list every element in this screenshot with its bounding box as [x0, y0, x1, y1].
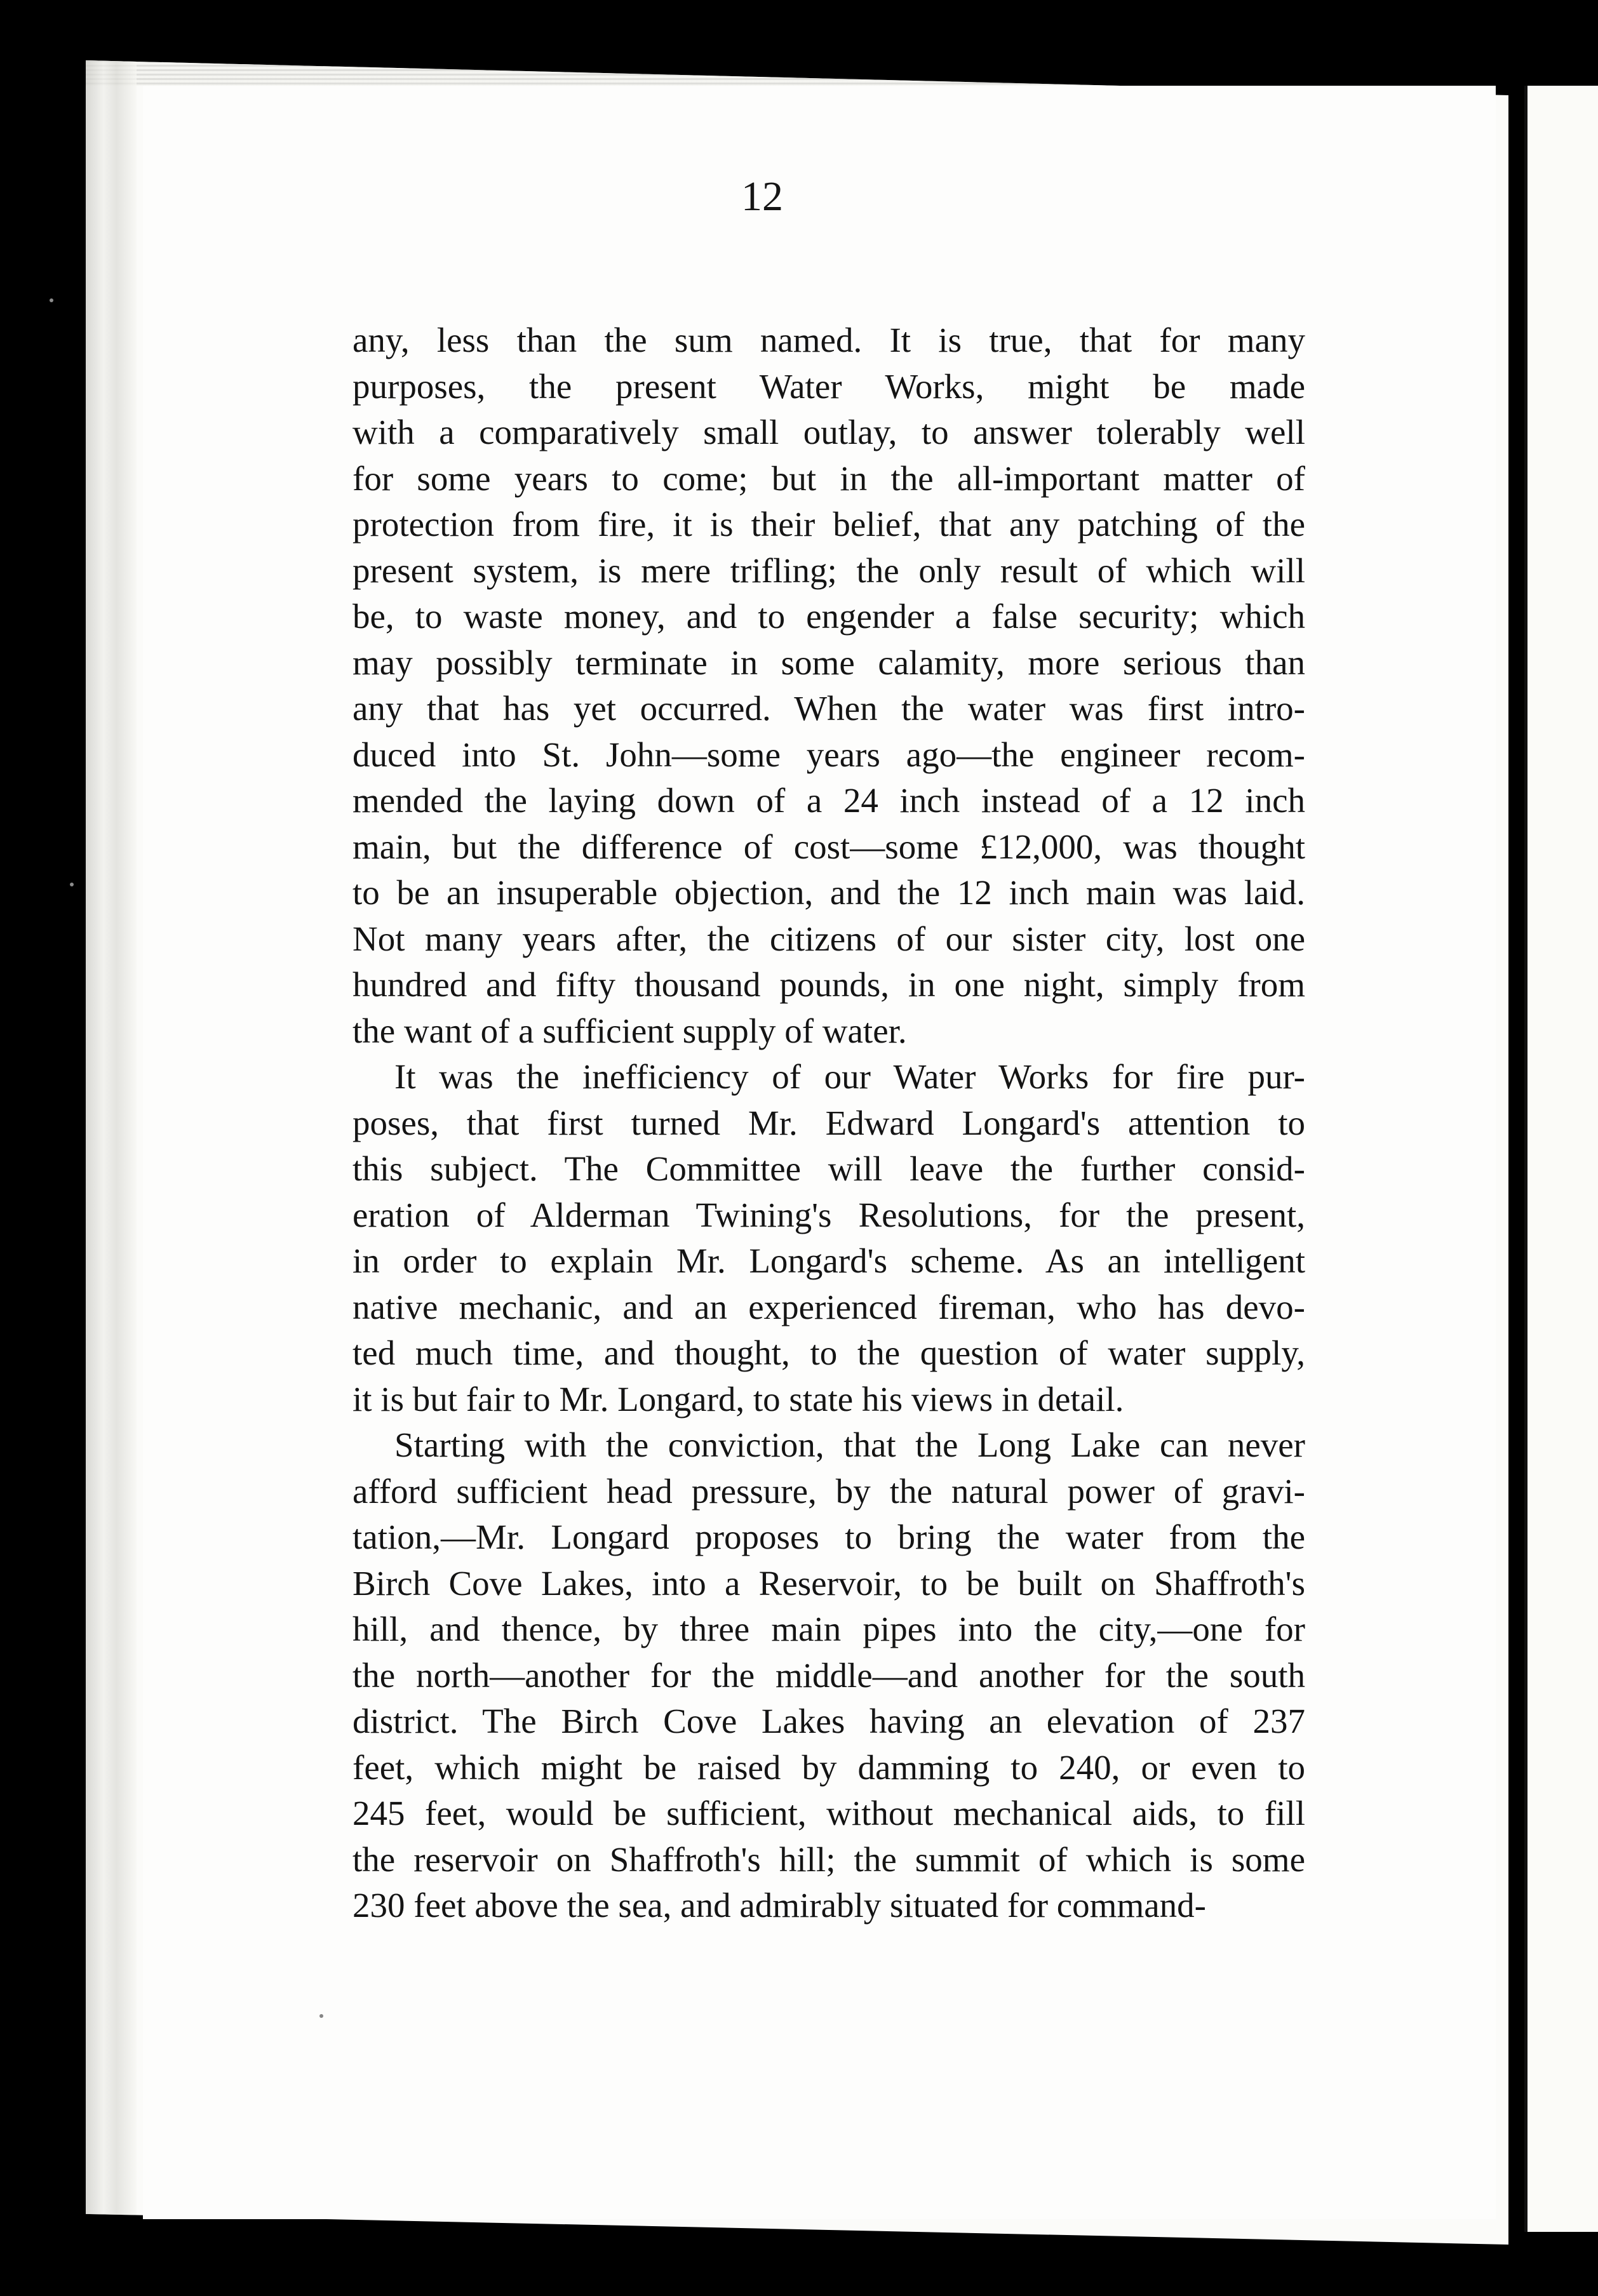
- text-line: Starting with the conviction, that the Long Lake can never: [394, 1425, 1305, 1464]
- text-line: protection from fire, it is their belief, that any patching of the: [352, 505, 1305, 544]
- text-line: native mechanic, and an experienced fireman, who has devo-: [352, 1287, 1305, 1326]
- text-line: present system, is mere trifling; the only result of which will: [352, 551, 1305, 590]
- dust-speck: [70, 883, 74, 886]
- text-line: afford sufficient head pressure, by the natural power of gravi-: [352, 1471, 1305, 1511]
- text-line: eration of Alderman Twining's Resolutions, for the present,: [352, 1195, 1305, 1234]
- dust-speck: [50, 298, 53, 302]
- text-line: with a comparatively small outlay, to answer tolerably well: [352, 413, 1305, 451]
- text-line: ted much time, and thought, to the question of water supply,: [352, 1333, 1305, 1372]
- text-line: main, but the difference of cost—some £12,000, was thought: [352, 827, 1305, 866]
- page-number: 12: [741, 173, 783, 220]
- body-text: [352, 317, 1305, 1929]
- text-line: tation,—Mr. Longard proposes to bring the water from the: [352, 1518, 1305, 1556]
- text-line: to be an insuperable objection, and the 12 inch main was laid.: [352, 873, 1305, 912]
- text-line: Not many years after, the citizens of our sister city, lost one: [352, 919, 1305, 958]
- text-line: the want of a sufficient supply of water.: [352, 1011, 907, 1050]
- text-line: it is but fair to Mr. Longard, to state his views in detail.: [352, 1379, 1124, 1418]
- text-line: feet, which might be raised by damming to 240, or even to: [352, 1747, 1305, 1787]
- text-line: 245 feet, would be sufficient, without mechanical aids, to fill: [352, 1794, 1305, 1832]
- text-line: purposes, the present Water Works, might be made: [352, 366, 1305, 406]
- text-line: district. The Birch Cove Lakes having an elevation of 237: [352, 1702, 1305, 1740]
- text-line: the north—another for the middle—and another for the south: [352, 1655, 1305, 1695]
- text-line: may possibly terminate in some calamity, more serious than: [352, 643, 1305, 682]
- text-line: this subject. The Committee will leave the further consid-: [352, 1149, 1305, 1188]
- text-line: hill, and thence, by three main pipes into the city,—one for: [352, 1610, 1305, 1648]
- text-line: mended the laying down of a 24 inch instead of a 12 inch: [352, 781, 1305, 820]
- text-line: duced into St. John—some years ago—the engineer recom-: [352, 735, 1305, 774]
- text-line: for some years to come; but in the all-important matter of: [352, 458, 1305, 498]
- text-line: be, to waste money, and to engender a false security; which: [352, 597, 1305, 636]
- dust-speck: [319, 2014, 323, 2018]
- text-line: hundred and fifty thousand pounds, in one night, simply from: [352, 965, 1305, 1004]
- text-line: It was the inefficiency of our Water Works for fire pur-: [394, 1057, 1305, 1096]
- text-line: Birch Cove Lakes, into a Reservoir, to be built on Shaffroth's: [352, 1563, 1305, 1603]
- text-line: any that has yet occurred. When the water was first intro-: [352, 689, 1305, 728]
- text-line: in order to explain Mr. Longard's scheme. As an intelligent: [352, 1241, 1305, 1280]
- facing-page-edge: [1524, 86, 1598, 2232]
- text-line: any, less than the sum named. It is true, that for many: [352, 321, 1305, 359]
- text-line: poses, that first turned Mr. Edward Longard's attention to: [352, 1103, 1305, 1142]
- text-line: the reservoir on Shaffroth's hill; the summit of which is some: [352, 1839, 1305, 1879]
- text-line: 230 feet above the sea, and admirably situated for command-: [352, 1886, 1206, 1925]
